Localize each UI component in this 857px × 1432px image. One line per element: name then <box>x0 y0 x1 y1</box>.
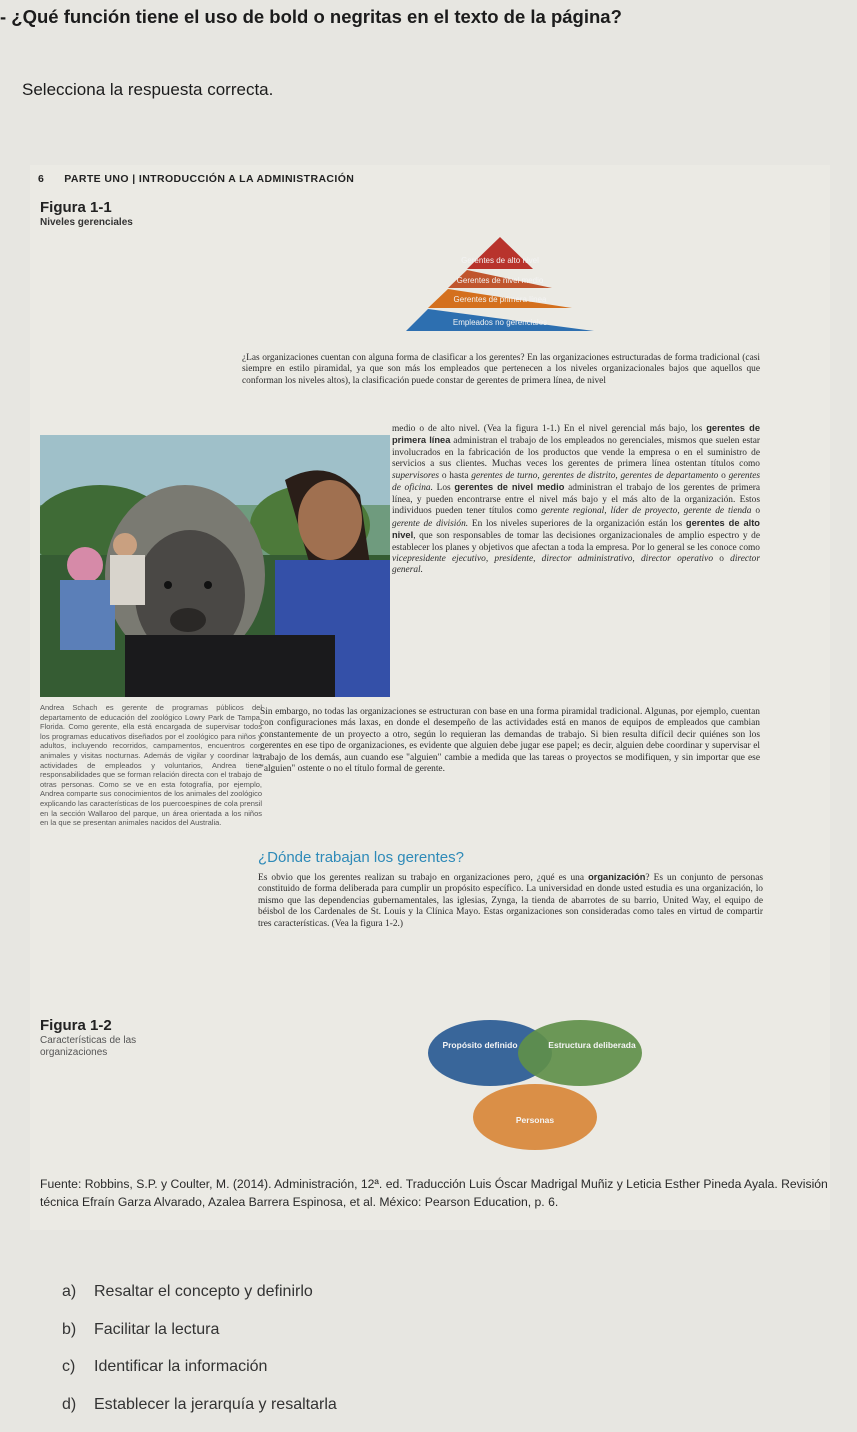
answer-options <box>62 1283 337 1432</box>
option-a-letter: a) <box>62 1283 77 1300</box>
instruction-text: Selecciona la respuesta correcta. <box>22 80 274 99</box>
option-c-letter: c) <box>62 1358 76 1375</box>
bold-term-organization: organización <box>588 872 646 882</box>
figure-1-subtitle: Niveles gerenciales <box>40 217 133 228</box>
textbook-page-image <box>30 165 830 1230</box>
porcupine-photo <box>40 435 390 697</box>
option-a[interactable] <box>62 1283 337 1321</box>
management-levels-pyramid <box>370 235 630 340</box>
figure-1-title: Figura 1-1 <box>40 199 112 216</box>
body-text-middle: Sin embargo, no todas las organizaciones se estructuran con base en una forma piramidal tradicional. Algunas, por ejemplo, cuentan con configuraciones más laxas, en donde el desempeño de las actividades está en manos de equipos de empleados que cambian constantemente de un proyecto a otro, según lo requieran las demandas de trabajo. Si bien resulta difícil decir quiénes son los gerentes en ese tipo de organizaciones, es evidente que alguien debe jugar ese papel; es decir, alguien debe coordinar y supervisar el trabajo de los demás, aun cuando ese "alguien" cambie a medida que las tareas o proyectos se modifiquen, y sin importar que ese "alguien" ostente o no el título formal de gerente. <box>260 707 760 775</box>
option-a-text: Resaltar el concepto y definirlo <box>94 1283 313 1300</box>
option-c[interactable] <box>62 1358 337 1396</box>
option-b[interactable] <box>62 1321 337 1359</box>
body-text-where: Es obvio que los gerentes realizan su trabajo en organizaciones pero, ¿qué es una organización? Es un conjunto de personas constituido de forma deliberada para cumplir un propósito específico. La universidad en donde usted estudia es una organización, lo mismo que las dependencias gubernamentales, las iglesias, Zynga, la tienda de abarrotes de su barrio, United Way, el equipo de béisbol de los Cardenales de St. Louis y la Clínica Mayo. Estas organizaciones son consideradas como tales en virtud de compartir tres características. (Vea la figura 1-2.) <box>258 872 763 929</box>
venn-circle-structure <box>518 1020 642 1086</box>
body-text-top: ¿Las organizaciones cuentan con alguna forma de clasificar a los gerentes? En las organizaciones estructuradas de forma tradicional (casi siempre en estilo piramidal, ya que son más los empleados que pertenecen a los niveles organizacionales bajos que aquellos que conforman los niveles altos), la clasificación puede constar de gerentes de primera línea, de nivel <box>242 353 760 386</box>
running-head <box>38 173 354 185</box>
venn-label-purpose: Propósito definido <box>442 1040 518 1050</box>
source-citation: Fuente: Robbins, S.P. y Coulter, M. (2014). Administración, 12ª. ed. Traducción Luis Óscar Madrigal Muñiz y Leticia Esther Pineda Ayala. Revisión técnica Efraín Garza Alvarado, Azalea Barrera Espinosa, et al. México: Pearson Education, p. 6. <box>40 1177 828 1209</box>
question-text: - ¿Qué función tiene el uso de bold o negritas en el texto de la página? <box>0 6 622 27</box>
pyramid-label-first-line: Gerentes de primera línea <box>453 295 547 304</box>
body-text-right: medio o de alto nivel. (Vea la figura 1-1.) En el nivel gerencial más bajo, los gerentes de primera línea administran el trabajo de los empleados no gerenciales, mismos que suelen estar involucrados en la fabricación de los productos que vende la empresa o en el suministro de servicios a sus clientes. Muchas veces los gerentes de primera línea ostentan títulos como supervisores o hasta gerentes de turno, gerentes de distrito, gerentes de departamento o gerentes de oficina. Los gerentes de nivel medio administran el trabajo de los gerentes de primera línea, y pueden encontrarse entre el nivel más bajo y el más alto de la organización. Estos individuos pueden tener títulos como gerente regional, líder de proyecto, gerente de tienda o gerente de división. En los niveles superiores de la organización están los gerentes de alto nivel, que son responsables de tomar las decisiones organizacionales de amplio espectro y de establecer los planes y objetivos que afectan a toda la empresa. Por lo general se les conoce como vicepresidente ejecutivo, presidente, director administrativo, director operativo o director general. <box>392 423 760 576</box>
pyramid-label-top: Gerentes de alto nivel <box>461 256 539 265</box>
option-c-text: Identificar la información <box>94 1358 268 1375</box>
organization-characteristics-diagram <box>410 1017 660 1155</box>
option-d[interactable] <box>62 1396 337 1432</box>
bold-term-first-line-managers: gerentes de primera línea <box>392 423 760 446</box>
option-b-letter: b) <box>62 1320 77 1338</box>
bold-term-top-managers: gerentes de alto nivel <box>392 517 760 541</box>
venn-label-structure: Estructura deliberada <box>548 1040 636 1050</box>
option-d-text: Establecer la jerarquía y resaltarla <box>94 1395 337 1413</box>
pyramid-label-non-managerial: Empleados no gerenciales <box>452 318 548 327</box>
page-number: 6 <box>38 173 45 185</box>
running-head-title: PARTE UNO | INTRODUCCIÓN A LA ADMINISTRACIÓN <box>64 173 355 185</box>
pyramid-label-middle: Gerentes de nivel medio <box>456 276 544 285</box>
figure-2-title: Figura 1-2 <box>40 1017 112 1034</box>
venn-label-people: Personas <box>515 1115 555 1125</box>
section-subhead: ¿Dónde trabajan los gerentes? <box>258 849 464 866</box>
option-b-text: Facilitar la lectura <box>94 1320 220 1338</box>
option-d-letter: d) <box>62 1395 77 1413</box>
bold-term-middle-managers: gerentes de nivel medio <box>454 482 565 493</box>
photo-caption: Andrea Schach es gerente de programas públicos del departamento de educación del zoológico Lowry Park de Tampa, Florida. Como gerente, ella está encargada de supervisar todos los programas educativos diseñados por el zoológico para niños y adultos, incluyendo recorridos, campamentos, encuentros con animales y visitas nocturnas. Además de vigilar y coordinar las actividades de empleados y voluntarios, Andrea tiene responsabilidades que se forman relación directa con el trabajo de otras personas. Como se ve en esta fotografía, por ejemplo, Andrea comparte sus conocimientos de los animales del zoológico explicando las características de los puercoespines de cola prensil en la sección Wallaroo del parque, un área orientada a los niños en la que se presentan animales nacidos del Australia. <box>40 703 262 828</box>
figure-2-subtitle: Características de las organizaciones <box>40 1035 137 1058</box>
